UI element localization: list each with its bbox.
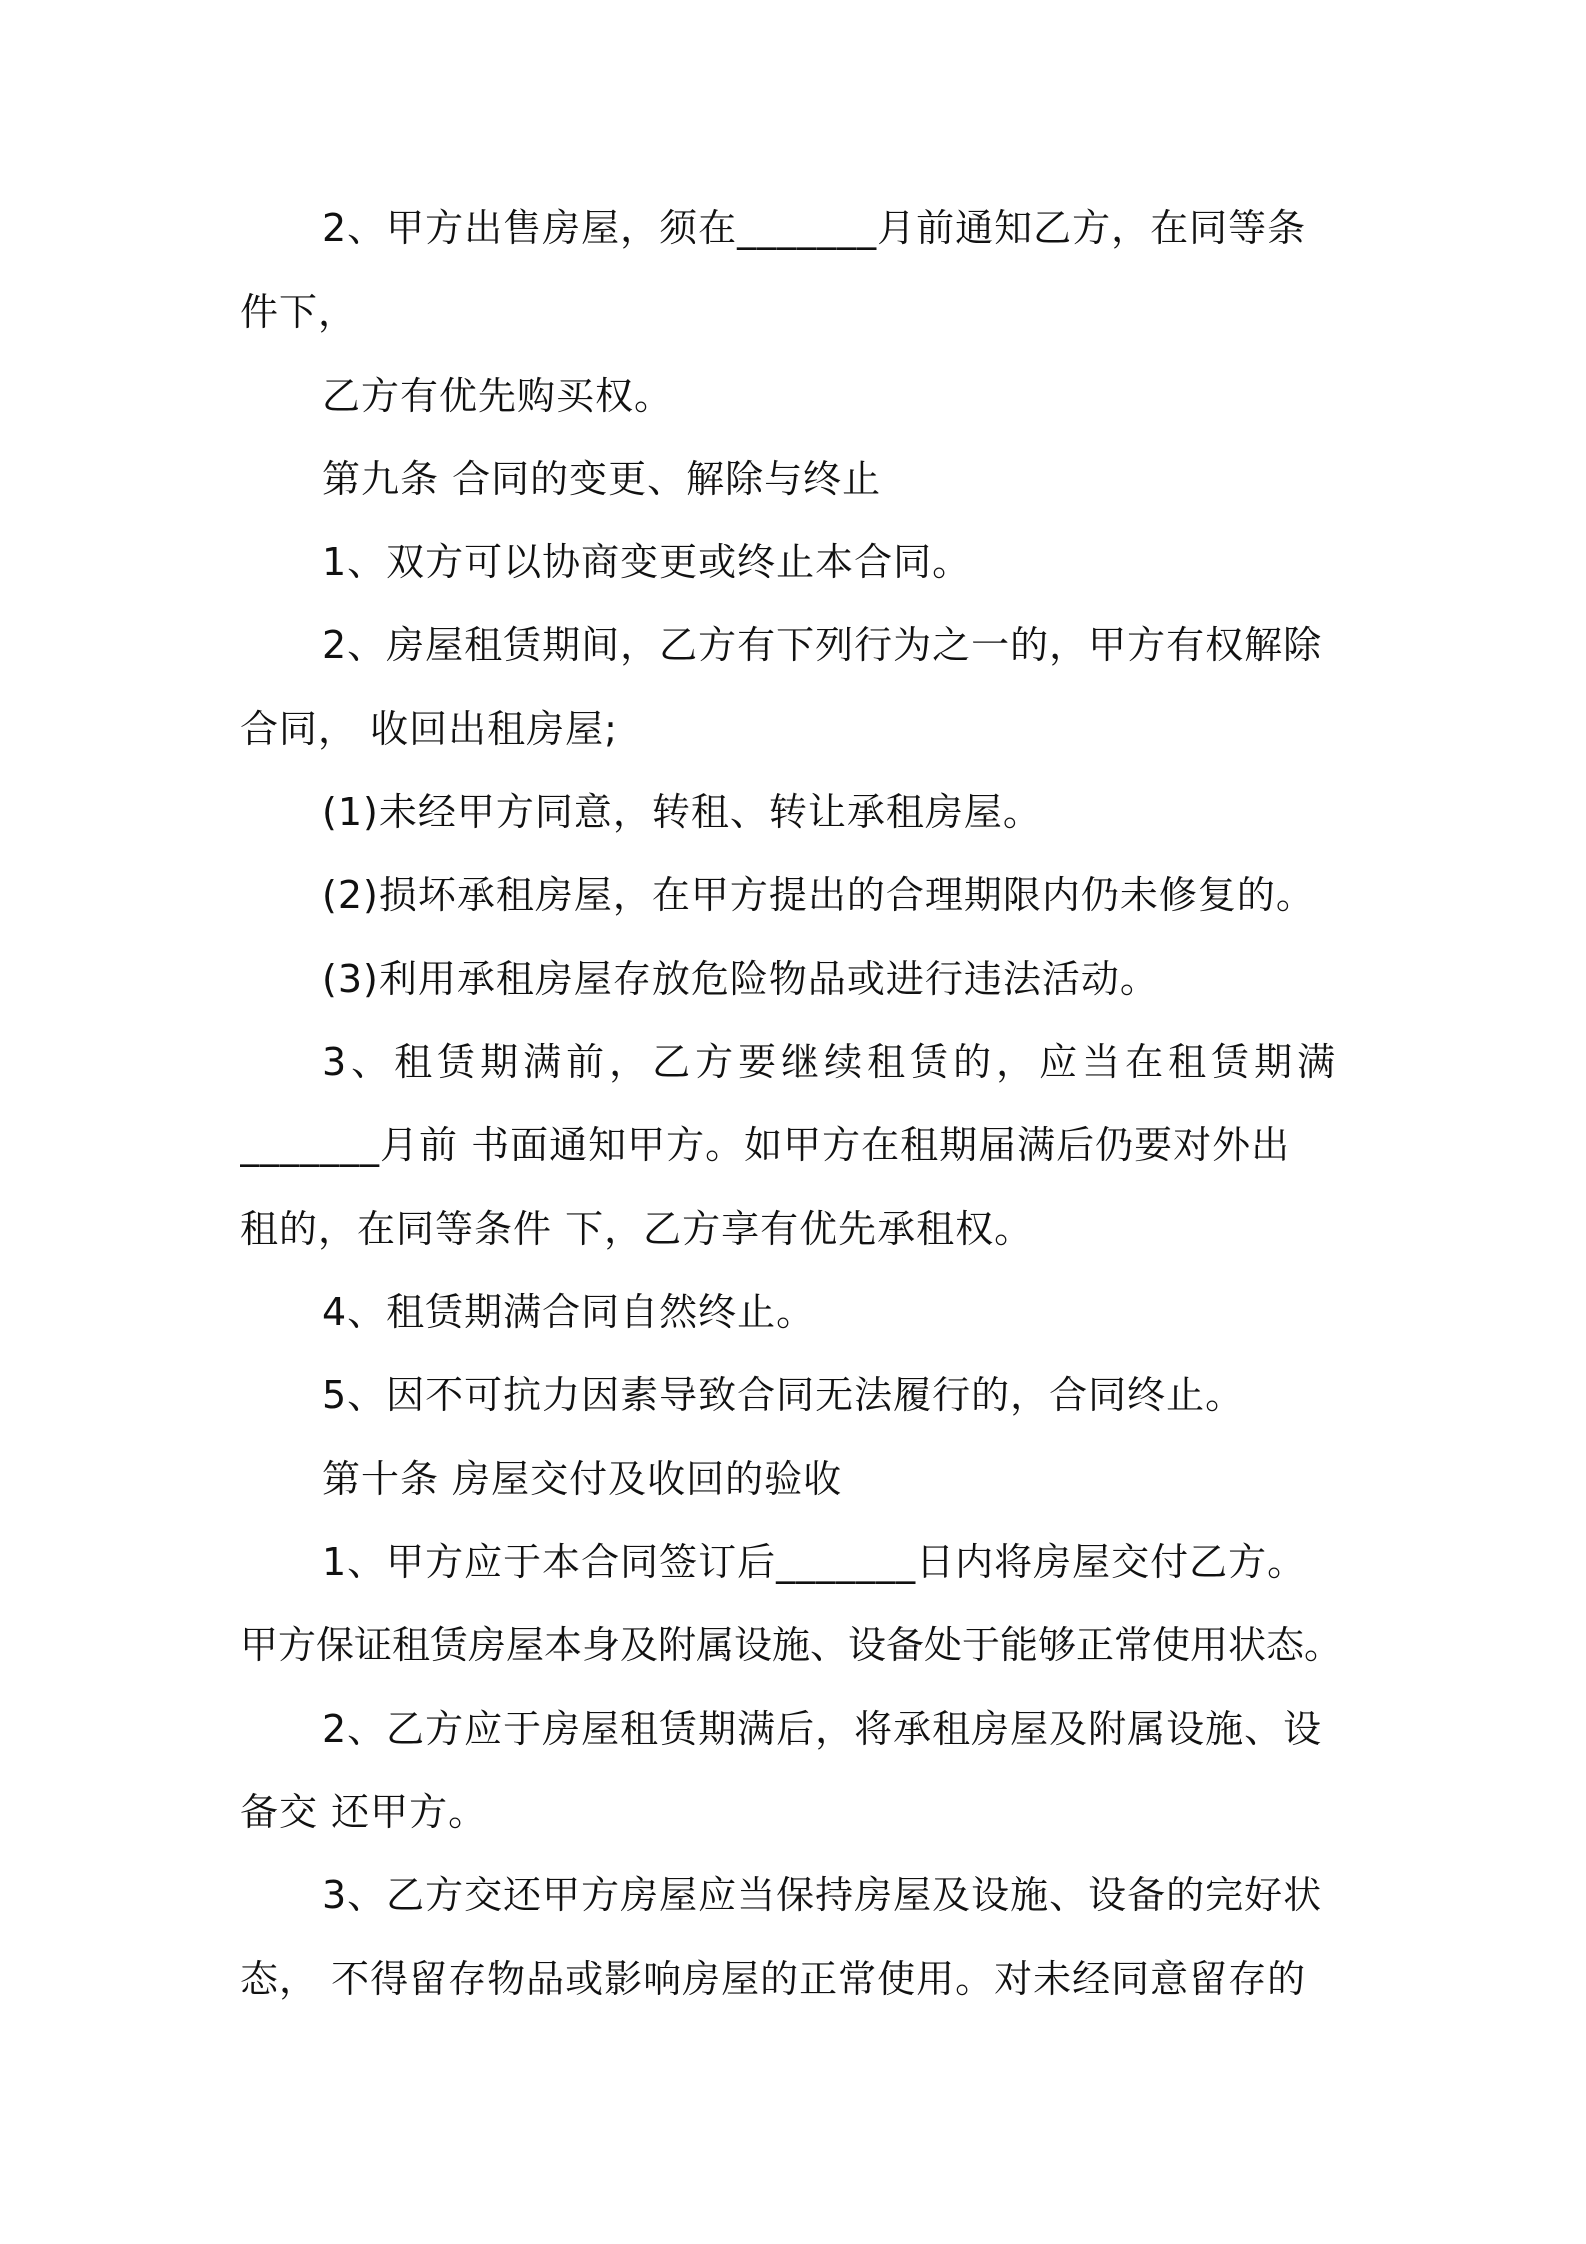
text-line: 3、乙方交还甲方房屋应当保持房屋及设施、设备的完好状 <box>322 1873 1323 1917</box>
text-line: 4、租赁期满合同自然终止。 <box>322 1290 816 1334</box>
section-heading: 第十条 房屋交付及收回的验收 <box>322 1457 843 1501</box>
text-line: _______月前 书面通知甲方。如甲方在租期届满后仍要对外出 <box>240 1123 1291 1167</box>
text-line: 2、乙方应于房屋租赁期满后，将承租房屋及附属设施、设 <box>322 1707 1323 1751</box>
text-line: 1、甲方应于本合同签订后_______日内将房屋交付乙方。 <box>322 1540 1307 1584</box>
text-line: 备交 还甲方。 <box>240 1790 488 1834</box>
text-line: (3)利用承租房屋存放危险物品或进行违法活动。 <box>322 957 1159 1001</box>
text-line: 甲方保证租赁房屋本身及附属设施、设备处于能够正常使用状态。 <box>240 1623 1343 1667</box>
text-line: 2、甲方出售房屋，须在_______月前通知乙方，在同等条 <box>322 206 1307 250</box>
text-line: 合同， 收回出租房屋; <box>240 707 618 751</box>
text-line: 3、租赁期满前，乙方要继续租赁的，应当在租赁期满 <box>322 1040 1341 1084</box>
text-line: 件下， <box>240 290 358 334</box>
text-line: (1)未经甲方同意，转租、转让承租房屋。 <box>322 790 1042 834</box>
section-heading: 第九条 合同的变更、解除与终止 <box>322 457 882 501</box>
text-line: 租的，在同等条件 下，乙方享有优先承租权。 <box>240 1207 1034 1251</box>
text-line: 1、双方可以协商变更或终止本合同。 <box>322 540 972 584</box>
text-line: 态， 不得留存物品或影响房屋的正常使用。对未经同意留存的 <box>240 1957 1307 2001</box>
text-line: 乙方有优先购买权。 <box>322 374 674 418</box>
text-line: 2、房屋租赁期间，乙方有下列行为之一的，甲方有权解除 <box>322 623 1323 667</box>
text-line: 5、因不可抗力因素导致合同无法履行的，合同终止。 <box>322 1373 1245 1417</box>
text-line: (2)损坏承租房屋，在甲方提出的合理期限内仍未修复的。 <box>322 873 1315 917</box>
